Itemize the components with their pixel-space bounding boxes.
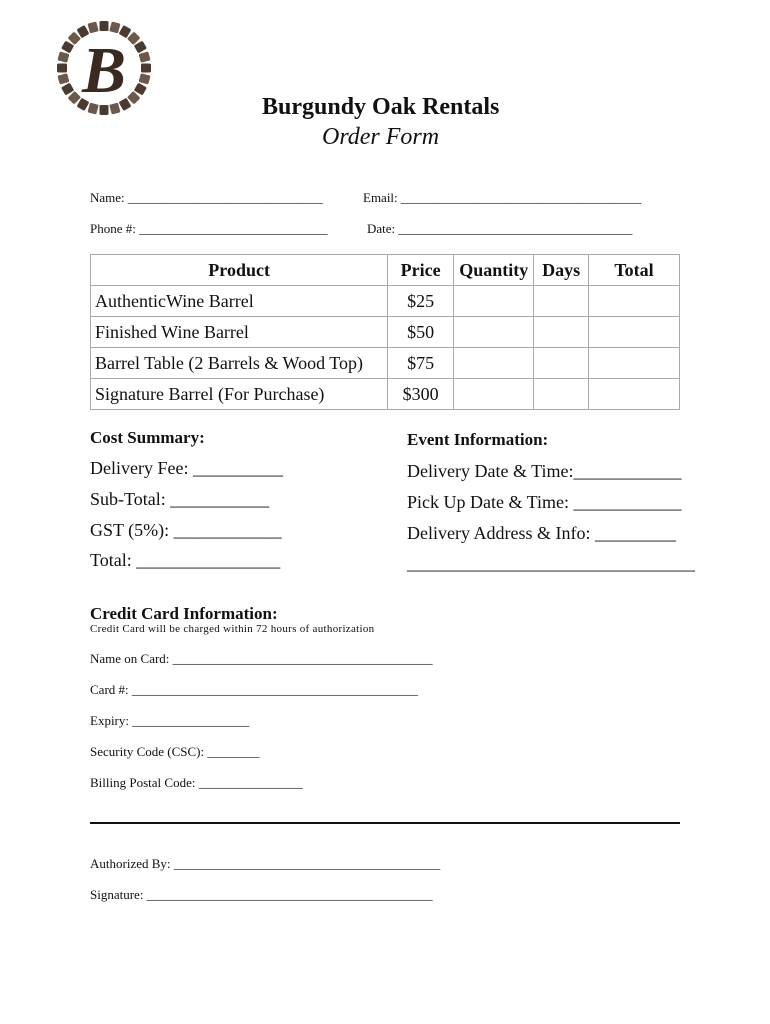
price-cell: $50 — [388, 317, 454, 348]
total-input[interactable] — [589, 317, 680, 348]
quantity-input[interactable] — [454, 379, 534, 410]
header-price: Price — [388, 255, 454, 286]
table-row — [91, 348, 680, 379]
header-product: Product — [91, 255, 388, 286]
pickup-date-field[interactable]: Pick Up Date & Time: ____________ — [407, 492, 682, 512]
days-input[interactable] — [534, 379, 589, 410]
burgundy-oak-logo — [54, 18, 154, 118]
price-cell: $75 — [388, 348, 454, 379]
csc-field[interactable]: Security Code (CSC): ________ — [90, 744, 260, 759]
delivery-date-field[interactable]: Delivery Date & Time:____________ — [407, 461, 682, 481]
logo-stave — [57, 73, 69, 84]
price-cell: $25 — [388, 286, 454, 317]
product-cell: Finished Wine Barrel — [91, 317, 388, 348]
total-input[interactable] — [589, 379, 680, 410]
event-info-heading: Event Information: — [407, 430, 549, 449]
days-input[interactable] — [534, 317, 589, 348]
table-row — [91, 317, 680, 348]
total-input[interactable] — [589, 348, 680, 379]
logo-letter: B — [81, 34, 127, 107]
price-cell: $300 — [388, 379, 454, 410]
name-on-card-field[interactable]: Name on Card: ________________________________________ — [90, 651, 433, 666]
header-quantity: Quantity — [454, 255, 534, 286]
total-field[interactable]: Total: ________________ — [90, 550, 281, 570]
product-cell: Barrel Table (2 Barrels & Wood Top) — [91, 348, 388, 379]
logo-stave — [100, 21, 109, 31]
gst-field[interactable]: GST (5%): ____________ — [90, 520, 282, 540]
email-field[interactable]: Email: _____________________________________ — [363, 190, 642, 205]
logo-stave — [87, 21, 98, 33]
product-cell: AuthenticWine Barrel — [91, 286, 388, 317]
logo-stave — [109, 21, 120, 33]
signature-field[interactable]: Signature: ____________________________________________ — [90, 887, 433, 902]
table-row — [91, 286, 680, 317]
phone-field[interactable]: Phone #: _____________________________ — [90, 221, 328, 236]
logo-stave — [139, 73, 151, 84]
subtotal-field[interactable]: Sub-Total: ___________ — [90, 489, 270, 509]
logo-stave — [57, 64, 67, 73]
delivery-address-line2[interactable]: ________________________________ — [407, 553, 695, 573]
name-field[interactable]: Name: ______________________________ — [90, 190, 323, 205]
logo-stave — [57, 51, 69, 62]
days-input[interactable] — [534, 348, 589, 379]
cost-summary-heading: Cost Summary: — [90, 428, 205, 447]
quantity-input[interactable] — [454, 317, 534, 348]
page-title: Burgundy Oak Rentals — [262, 94, 500, 120]
product-cell: Signature Barrel (For Purchase) — [91, 379, 388, 410]
table-header-row — [91, 255, 680, 286]
delivery-fee-field[interactable]: Delivery Fee: __________ — [90, 458, 283, 478]
credit-card-note: Credit Card will be charged within 72 hours of authorization — [90, 623, 375, 635]
credit-card-heading: Credit Card Information: — [90, 604, 278, 623]
authorized-by-field[interactable]: Authorized By: _________________________________________ — [90, 856, 441, 871]
date-field[interactable]: Date: ____________________________________ — [367, 221, 633, 236]
section-divider — [90, 822, 680, 824]
postal-code-field[interactable]: Billing Postal Code: ________________ — [90, 775, 303, 790]
quantity-input[interactable] — [454, 286, 534, 317]
delivery-address-field[interactable]: Delivery Address & Info: _________ — [407, 523, 676, 543]
logo-stave — [139, 51, 151, 62]
days-input[interactable] — [534, 286, 589, 317]
expiry-field[interactable]: Expiry: __________________ — [90, 713, 250, 728]
quantity-input[interactable] — [454, 348, 534, 379]
total-input[interactable] — [589, 286, 680, 317]
order-table — [90, 254, 680, 410]
table-row — [91, 379, 680, 410]
card-number-field[interactable]: Card #: ____________________________________________ — [90, 682, 418, 697]
header-total: Total — [589, 255, 680, 286]
page-subtitle: Order Form — [322, 124, 440, 150]
logo-stave — [141, 64, 151, 73]
header-days: Days — [534, 255, 589, 286]
